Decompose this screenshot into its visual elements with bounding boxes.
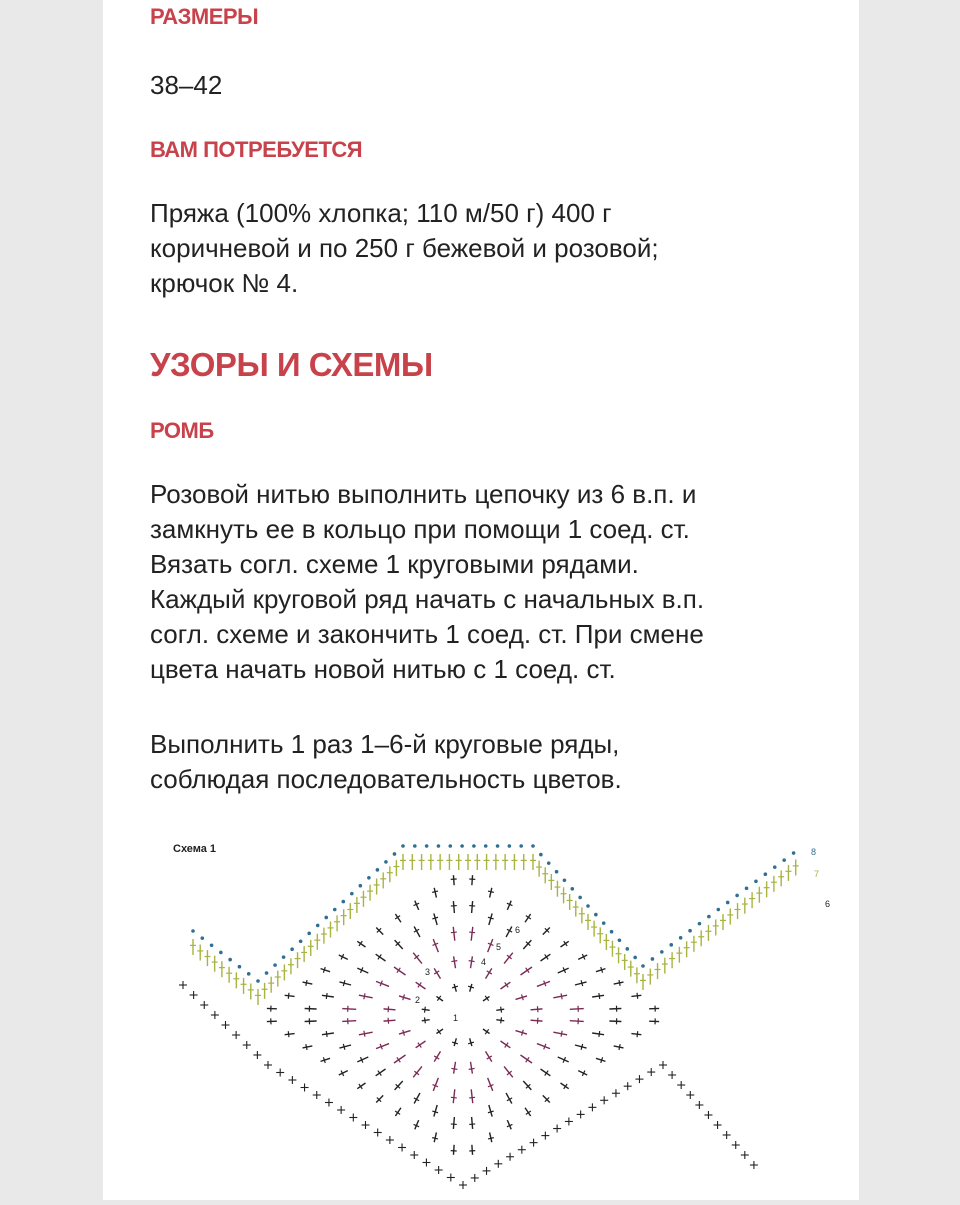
stitch-mark [453,1089,455,1103]
stitch-mark [453,901,454,913]
stitch-mark [501,1007,502,1013]
chain-stitch [273,963,277,967]
stitch-mark [488,939,493,952]
stitch-mark [575,1045,587,1048]
sizes-value: 38–42 [150,68,222,103]
stitch-mark [501,1017,502,1023]
stitch-mark [432,917,438,919]
stitch-mark [469,1124,475,1125]
stitch-mark [339,1045,351,1048]
chain-stitch [610,930,614,934]
chain-stitch [651,957,655,961]
stitch-mark [451,1068,457,1069]
chain-stitch [745,887,749,891]
instruction-line: Каждый круговой ряд начать с начальных в.п. [150,582,704,617]
chain-stitch [384,860,388,864]
stitch-mark [553,995,567,998]
chain-stitch [307,932,311,936]
stitch-mark [469,932,475,933]
rhombus-subheading: РОМБ [150,418,214,444]
row-number: 1 [453,1013,458,1023]
stitch-mark [471,1089,473,1103]
materials-line: Пряжа (100% хлопка; 110 м/50 г) 400 г [150,196,659,231]
stitch-mark [469,906,475,907]
stitch-mark [543,1095,550,1102]
stitch-mark [322,1033,334,1035]
stitch-mark [523,1081,531,1090]
stitch-mark [561,993,562,999]
stitch-mark [469,1097,475,1098]
stitch-mark [433,939,438,952]
article-page [103,0,859,1200]
stitch-mark [322,995,334,997]
stitch-mark [516,1031,528,1034]
chain-stitch [376,868,380,872]
stitch-mark [468,986,474,988]
chain-stitch [578,896,582,900]
stitch-mark [451,932,457,933]
stitch-mark [553,1032,567,1035]
chain-stitch [324,916,328,920]
row-number: 8 [811,847,816,857]
stitch-mark [403,1030,405,1036]
materials-heading: ВАМ ПОТРЕБУЕТСЯ [150,137,362,163]
chain-stitch [782,858,786,862]
chain-stitch [333,908,337,912]
stitch-mark [399,996,411,999]
stitch-mark [496,1020,504,1021]
instruction-line: Вязать согл. схеме 1 круговыми рядами. [150,547,704,582]
stitch-mark [469,961,475,962]
chain-stitch [519,844,523,848]
stitch-mark [288,993,289,999]
stitch-mark [543,928,550,935]
stitch-mark [522,1030,524,1036]
chain-stitch [669,943,673,947]
stitch-mark [376,928,383,935]
stitch-mark [376,1095,383,1102]
stitch-mark [471,956,473,968]
chain-stitch [625,947,629,951]
sizes-heading: РАЗМЕРЫ [150,4,258,30]
instruction-line: замкнуть ее в кольцо при помощи 1 соед. ст. [150,512,704,547]
stitch-mark [454,1062,456,1074]
stitch-mark [489,913,492,925]
chain-stitch [413,844,417,848]
chain-stitch [191,929,195,933]
stitch-mark [472,1117,473,1129]
stitch-mark [472,1145,473,1155]
chain-stitch [641,964,645,968]
stitch-mark [306,1044,307,1050]
chain-stitch [472,844,476,848]
stitch-mark [432,891,438,892]
stitch-mark [395,940,403,949]
stitch-mark [434,1105,437,1117]
chain-stitch [210,943,214,947]
row-number: 6 [825,899,830,909]
stitch-mark [614,982,624,984]
row-number: 2 [415,995,420,1005]
stitch-mark [453,875,454,885]
stitch-mark [285,1034,295,1035]
chain-stitch [633,956,637,960]
chain-stitch [437,844,441,848]
stitch-mark [570,1009,584,1010]
stitch-mark [490,888,492,898]
stitch-mark [472,901,473,913]
chain-stitch [247,972,251,976]
chain-stitch [341,900,345,904]
stitch-mark [434,1132,436,1142]
stitch-mark [321,1058,331,1061]
stitch-mark [531,1009,543,1010]
instruction-line: соблюдая последовательность цветов. [150,762,622,797]
stitch-mark [343,980,345,986]
stitch-mark [614,1046,624,1048]
stitch-mark [453,927,455,941]
stitch-mark [453,1117,454,1129]
row-number: 4 [481,957,486,967]
stitch-mark [619,980,620,986]
stitch-mark [531,1020,543,1021]
chain-stitch [496,844,500,848]
stitch-mark [306,980,307,986]
chain-stitch [299,939,303,943]
chain-stitch [555,870,559,874]
chain-stitch [282,955,286,959]
stitch-mark [599,1031,600,1037]
instructions-paragraph-1 [150,477,704,687]
stitch-mark [422,1009,430,1010]
chain-stitch [735,894,739,898]
stitch-mark [575,982,587,985]
stitch-mark [424,1017,425,1023]
stitch-mark [422,1020,430,1021]
stitch-mark [399,1031,411,1034]
stitch-mark [523,940,531,949]
chain-stitch [586,904,590,908]
chain-stitch [602,921,606,925]
chain-stitch [594,913,598,917]
stitch-mark [342,1021,356,1022]
stitch-mark [631,1034,641,1035]
row-number: 6 [515,925,520,935]
stitch-mark [522,994,524,1000]
stitch-mark [451,1124,457,1125]
crochet-schema [103,825,859,1200]
stitch-mark [637,993,638,999]
chain-stitch [200,936,204,940]
stitch-mark [581,1044,583,1050]
stitch-mark [321,969,331,972]
instruction-line: согл. схеме и закончить 1 соед. ст. При смене [150,617,704,652]
stitch-mark [451,906,457,907]
chain-stitch [764,872,768,876]
stitch-mark [432,1111,438,1113]
stitch-mark [471,1062,473,1074]
chain-stitch [570,887,574,891]
instructions-paragraph-2 [150,727,622,797]
stitch-mark [403,994,405,1000]
stitch-mark [451,961,457,962]
stitch-mark [434,913,437,925]
stitch-mark [637,1031,638,1037]
chain-stitch [707,915,711,919]
chain-stitch [219,951,223,955]
stitch-mark [303,982,313,984]
chain-stitch [688,929,692,933]
chain-stitch [350,892,354,896]
schema-diagram [103,825,859,1200]
stitch-mark [303,1046,313,1048]
chain-stitch [359,884,363,888]
chain-stitch [265,971,269,975]
materials-line: крючок № 4. [150,266,659,301]
chain-stitch [679,936,683,940]
chain-stitch [726,901,730,905]
stitch-mark [453,1145,454,1155]
stitch-mark [570,1021,584,1022]
chain-stitch [316,924,320,928]
stitch-mark [581,980,583,986]
stitch-mark [596,969,606,972]
chain-stitch [698,922,702,926]
chain-stitch [660,950,664,954]
chain-stitch [228,958,232,962]
instruction-line: цвета начать новой нитью с 1 соед. ст. [150,652,704,687]
chain-stitch [401,844,405,848]
stitch-mark [339,982,351,985]
chain-stitch [618,938,622,942]
stitch-mark [452,986,458,988]
chain-stitch [539,853,543,857]
stitch-mark [376,1044,389,1049]
chain-stitch [256,979,260,983]
stitch-mark [343,1044,345,1050]
stitch-mark [471,927,473,941]
chain-stitch [754,879,758,883]
row-number: 3 [425,967,430,977]
stitch-mark [490,1132,492,1142]
chain-stitch [393,852,397,856]
stitch-mark [326,993,327,999]
stitch-mark [592,1033,604,1035]
stitch-mark [342,1009,356,1010]
chain-stitch [563,878,567,882]
stitch-mark [489,1105,492,1117]
stitch-mark [285,995,295,996]
stitch-mark [364,1031,365,1037]
chain-stitch [508,844,512,848]
chain-stitch [460,844,464,848]
patterns-heading: УЗОРЫ И СХЕМЫ [150,346,433,384]
stitch-mark [384,1009,396,1010]
row-number: 7 [814,869,819,879]
chain-stitch [425,844,429,848]
materials-line: коричневой и по 250 г бежевой и розовой; [150,231,659,266]
stitch-mark [452,1042,458,1044]
stitch-mark [395,1081,403,1090]
stitch-mark [432,1138,438,1139]
stitch-mark [596,1058,606,1061]
stitch-mark [451,1097,457,1098]
stitch-mark [537,981,550,986]
stitch-mark [424,1007,425,1013]
stitch-mark [384,1020,396,1021]
stitch-mark [433,1078,438,1091]
stitch-mark [599,993,600,999]
chain-stitch [716,908,720,912]
stitch-mark [359,1032,373,1035]
chain-stitch [238,965,242,969]
stitch-mark [359,995,373,998]
chain-stitch [290,947,294,951]
chain-stitch [547,861,551,865]
stitch-mark [592,995,604,997]
instruction-line: Выполнить 1 раз 1–6-й круговые ряды, [150,727,622,762]
stitch-mark [468,1042,474,1044]
stitch-mark [454,956,456,968]
stitch-mark [488,1138,494,1139]
stitch-mark [434,888,436,898]
stitch-mark [488,1111,494,1113]
chain-stitch [792,851,796,855]
stitch-mark [496,1009,504,1010]
schema-label: Схема 1 [173,843,216,855]
stitch-mark [488,917,494,919]
stitch-mark [326,1031,327,1037]
stitch-mark [537,1044,550,1049]
chain-stitch [448,844,452,848]
stitch-mark [488,891,494,892]
materials-text [150,196,659,301]
stitch-mark [488,1078,493,1091]
chain-stitch [484,844,488,848]
stitch-mark [561,1031,562,1037]
instruction-line: Розовой нитью выполнить цепочку из 6 в.п. и [150,477,704,512]
stitch-mark [364,993,365,999]
stitch-mark [469,1068,475,1069]
stitch-mark [376,981,389,986]
stitch-mark [516,996,528,999]
chain-stitch [773,865,777,869]
chain-stitch [367,876,371,880]
stitch-mark [472,875,473,885]
stitch-mark [631,995,641,996]
chain-stitch [531,844,535,848]
stitch-mark [288,1031,289,1037]
row-number: 5 [496,942,501,952]
stitch-mark [619,1044,620,1050]
